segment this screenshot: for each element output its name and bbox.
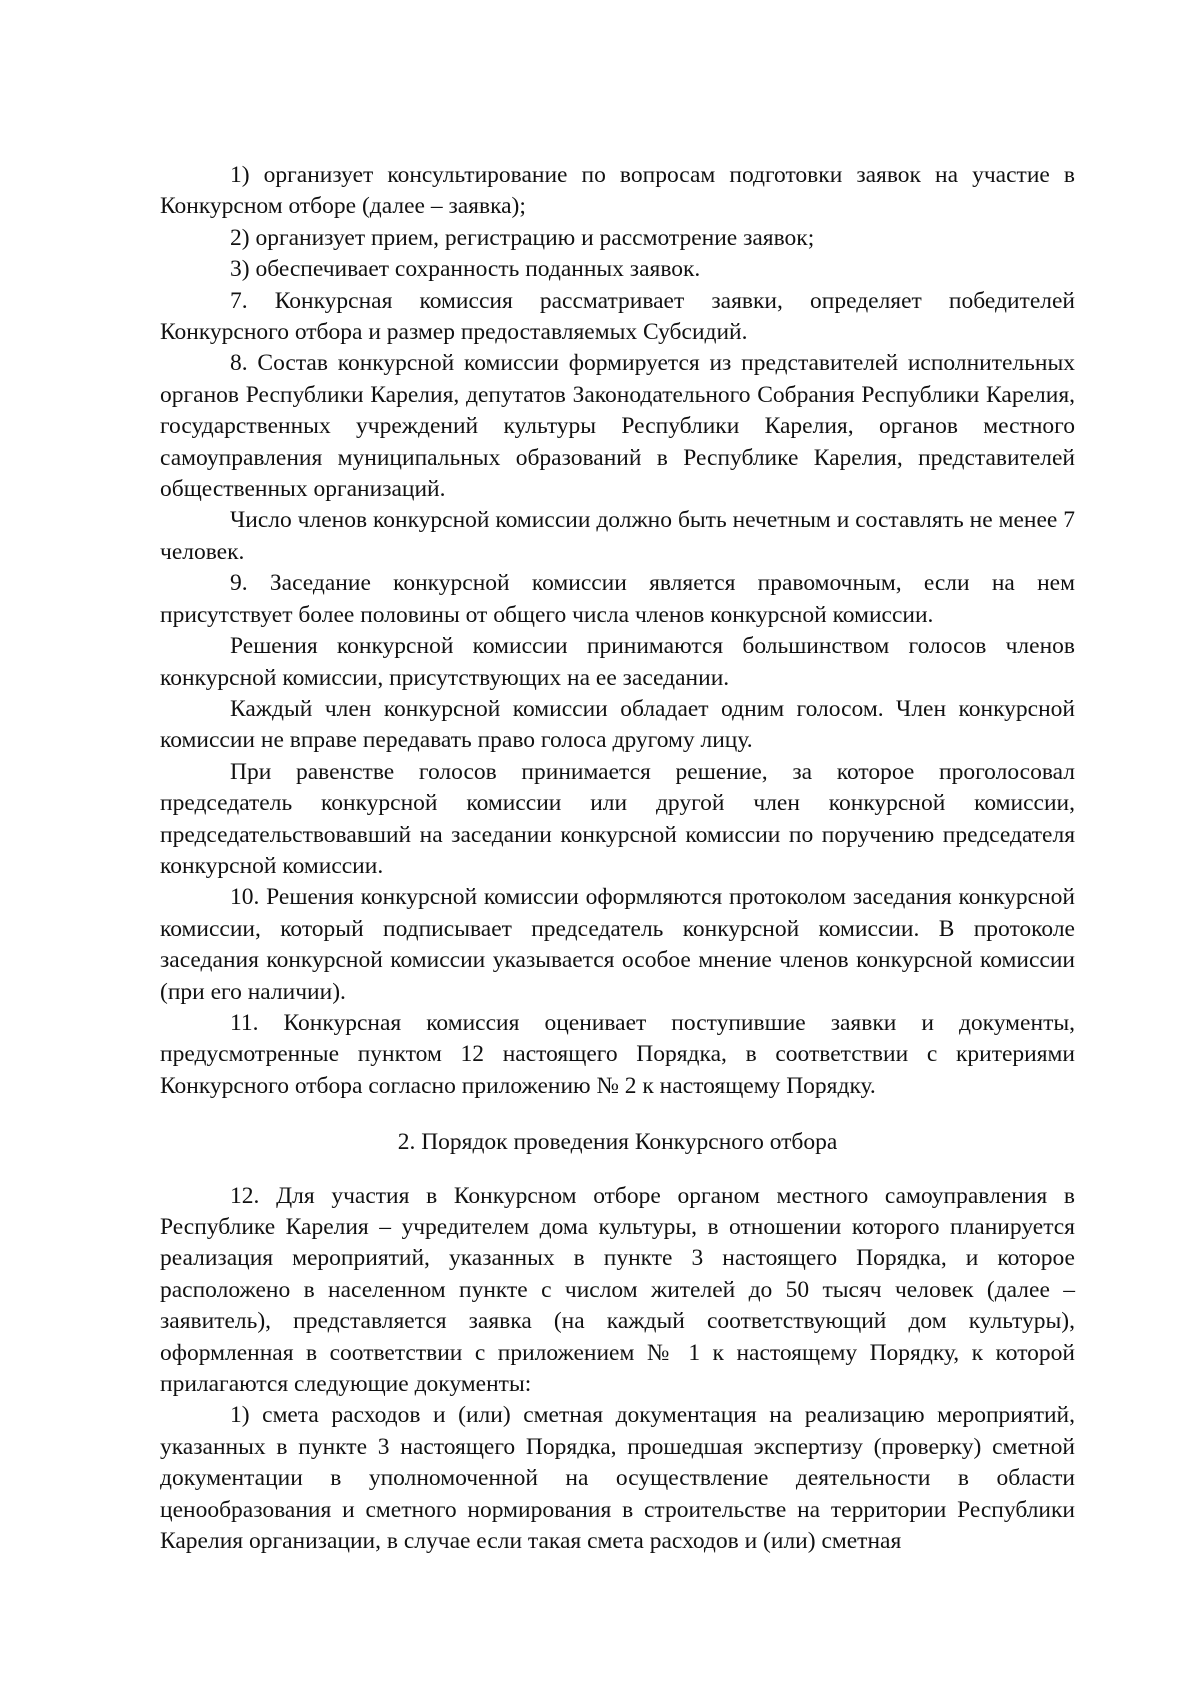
paragraph-1-1: 1) организует консультирование по вопросам подготовки заявок на участие в Конкурсном отборе (далее – заявка); xyxy=(160,162,1075,220)
paragraph-9-vote: Каждый член конкурсной комиссии обладает одним голосом. Член конкурсной комиссии не вправе передавать право голоса другому лицу. xyxy=(160,695,1075,754)
document-page xyxy=(160,160,1075,1557)
paragraph-10: 10. Решения конкурсной комиссии оформляются протоколом заседания конкурсной комиссии, который подписывает председатель конкурсной комиссии. В протоколе заседания конкурсной комиссии указывается особое мнение членов конкурсной комиссии (при его наличии). xyxy=(160,884,1075,1005)
paragraph-9-decisions: Решения конкурсной комиссии принимаются большинством голосов членов конкурсной комиссии, присутствующих на ее заседании. xyxy=(160,633,1075,691)
paragraph-12: 12. Для участия в Конкурсном отборе органом местного самоуправления в Республике Карелия – учредителем дома культуры, в отношении которого планируется реализация мероприятий, указанных в пункте 3 настоящего Порядка, и которое расположено в населенном пункте с числом жителей до 50 тысяч человек (далее – заявитель), представляется заявка (на каждый соответствующий дом культуры), оформленная в соответствии с приложением № 1 к настоящему Порядку, к которой прилагаются следующие документы: xyxy=(160,1182,1075,1398)
paragraph-7: 7. Конкурсная комиссия рассматривает заявки, определяет победителей Конкурсного отбора и размер предоставляемых Субсидий. xyxy=(160,287,1075,346)
paragraph-9-tie: При равенстве голосов принимается решение, за которое проголосовал председатель конкурсной комиссии или другой член конкурсной комиссии, председательствовавший на заседании конкурсной комиссии по поручению председателя конкурсной комиссии. xyxy=(160,758,1075,879)
paragraph-9: 9. Заседание конкурсной комиссии является правомочным, если на нем присутствует более половины от общего числа членов конкурсной комиссии. xyxy=(160,570,1075,628)
section-heading: 2. Порядок проведения Конкурсного отбора xyxy=(397,1129,838,1156)
paragraph-8-members: Число членов конкурсной комиссии должно быть нечетным и составлять не менее 7 человек. xyxy=(160,507,1075,565)
paragraph-1-2: 2) организует прием, регистрацию и рассмотрение заявок; xyxy=(230,224,815,251)
paragraph-1-3: 3) обеспечивает сохранность поданных заявок. xyxy=(230,256,701,283)
paragraph-8: 8. Состав конкурсной комиссии формируется из представителей исполнительных органов Республики Карелия, депутатов Законодательного Собрания Республики Карелия, государственных учреждений культуры Республики Карелия, органов местного самоуправления муниципальных образований в Республике Карелия, представителей общественных организаций. xyxy=(160,350,1075,503)
paragraph-11: 11. Конкурсная комиссия оценивает поступившие заявки и документы, предусмотренные пунктом 12 настоящего Порядка, в соответствии с критериями Конкурсного отбора согласно приложению № 2 к настоящему Порядку. xyxy=(160,1009,1075,1099)
paragraph-12-1: 1) смета расходов и (или) сметная документация на реализацию мероприятий, указанных в пункте 3 настоящего Порядка, прошедшая экспертизу (проверку) сметной документации в уполномоченной на осуществление деятельности в области ценообразования и сметного нормирования в строительстве на территории Республики Карелия организации, в случае если такая смета расходов и (или) сметная xyxy=(160,1402,1075,1555)
